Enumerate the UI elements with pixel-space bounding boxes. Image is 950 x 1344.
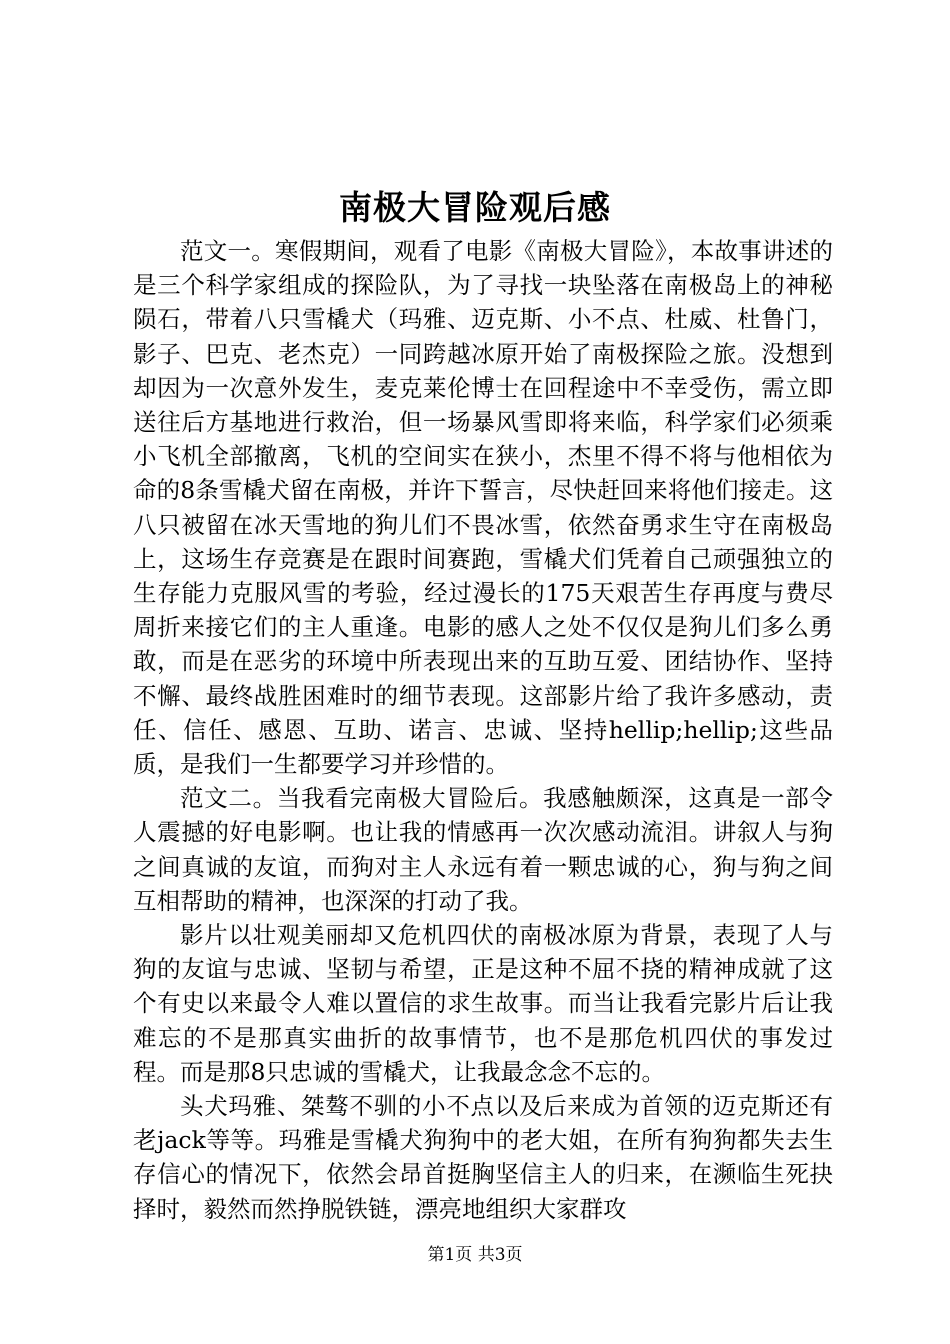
document-body xyxy=(133,234,833,1226)
paragraph-1: 范文一。寒假期间，观看了电影《南极大冒险》，本故事讲述的是三个科学家组成的探险队，为了寻找一块坠落在南极岛上的神秘陨石，带着八只雪橇犬（玛雅、迈克斯、小不点、杜威、杜鲁门，影子、巴克、老杰克）一同跨越冰原开始了南极探险之旅。没想到却因为一次意外发生，麦克莱伦博士在回程途中不幸受伤，需立即送往后方基地进行救治，但一场暴风雪即将来临，科学家们必须乘小飞机全部撤离，飞机的空间实在狭小，杰里不得不将与他相依为命的8条雪橇犬留在南极，并许下誓言，尽快赶回来将他们接走。这八只被留在冰天雪地的狗儿们不畏冰雪，依然奋勇求生守在南极岛上，这场生存竞赛是在跟时间赛跑，雪橇犬们凭着自己顽强独立的生存能力克服风雪的考验，经过漫长的175天艰苦生存再度与费尽周折来接它们的主人重逢。电影的感人之处不仅仅是狗儿们多么勇敢，而是在恶劣的环境中所表现出来的互助互爱、团结协作、坚持不懈、最终战胜困难时的细节表现。这部影片给了我许多感动，责任、信任、感恩、互助、诺言、忠诚、坚持hellip;hellip;这些品质，是我们一生都要学习并珍惜的。 xyxy=(133,237,833,779)
paragraph-3: 影片以壮观美丽却又危机四伏的南极冰原为背景，表现了人与狗的友谊与忠诚、坚韧与希望，正是这种不屈不挠的精神成就了这个有史以来最令人难以置信的求生故事。而当让我看完影片后让我难忘的不是那真实曲折的故事情节，也不是那危机四伏的事发过程。而是那8只忠诚的雪橇犬，让我最念念不忘的。 xyxy=(133,921,833,1086)
paragraph-2: 范文二。当我看完南极大冒险后。我感触颇深，这真是一部令人震撼的好电影啊。也让我的情感再一次次感动流泪。讲叙人与狗之间真诚的友谊，而狗对主人永远有着一颗忠诚的心，狗与狗之间互相帮助的精神，也深深的打动了我。 xyxy=(133,784,833,915)
paragraph-4: 头犬玛雅、桀骜不驯的小不点以及后来成为首领的迈克斯还有老jack等等。玛雅是雪橇犬狗狗中的老大姐，在所有狗狗都失去生存信心的情况下，依然会昂首挺胸坚信主人的归来，在濒临生死抉择时，毅然而然挣脱铁链，漂亮地组织大家群攻 xyxy=(133,1092,833,1223)
page-footer: 第1页 共3页 xyxy=(427,1245,523,1265)
document-title: 南极大冒险观后感 xyxy=(339,188,611,227)
